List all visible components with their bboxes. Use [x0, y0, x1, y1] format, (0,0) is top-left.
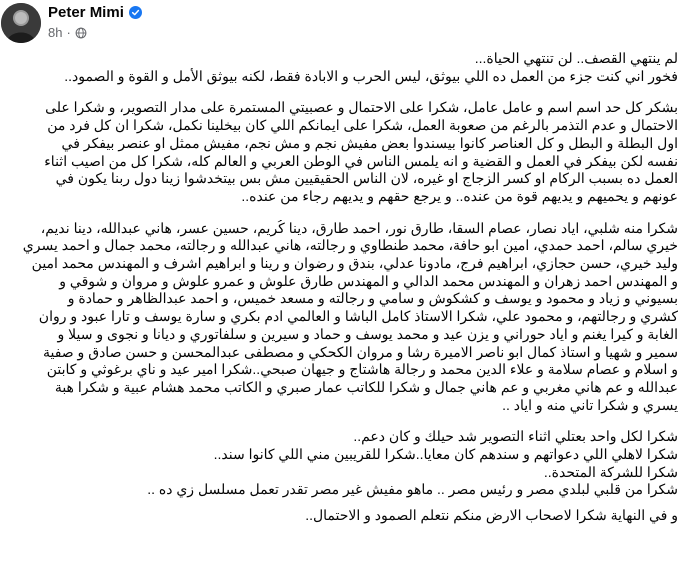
author-name-line [48, 4, 142, 21]
post-line: لم ينتهي القصف.. لن تنتهي الحياة... [474, 50, 678, 66]
post-paragraph-closing [0, 507, 678, 525]
post-line: خيري سالم، احمد حمدي، امين ابو حافة، محمد طنطاوي و رجالته، هاني عبدالله و رجالته، محمد جمال و احمد يسري [22, 237, 678, 254]
post-paragraph-thanks-support [0, 428, 678, 499]
post-line: و اسلام و عصام سلامة و علاء الدين محمد و رجالة هاشتاج و جيهان صبحي..شكرا امير عيد و ناي برغوثي و كابتن [46, 361, 678, 378]
globe-icon[interactable] [75, 27, 87, 39]
post-header [0, 0, 682, 48]
post-line: فخور اني كنت جزء من العمل ده اللي بيوثق، ليس الحرب و الابادة فقط، لكنه بيوثق الأمل و القوة و الصمود.. [64, 67, 678, 84]
post-line: وليد خيري، حسن حجازي، ابراهيم فرج، مادونا عدلي، بندق و رضوان و رينا و ابراهيم اشرف و المهندس محمد امين [31, 255, 678, 272]
post-line: شكرا من قلبي لبلدي مصر و رئيس مصر .. ماهو مفيش غير مصر تقدر تعمل مسلسل زي ده .. [147, 481, 678, 498]
post-line: نفسه لكن بيفكر في العمل و القضية و انه يلمس الناس في الوطن العربي و العالم كله، شكرا كل من اصيب اثناء [44, 152, 678, 169]
post-line: كشري و رجالتهم، و محمود علي، شكرا الاستاذ كامل الباشا و العالمي ادم بكري و سارة يوسف و تارا عبود و روان [38, 308, 678, 325]
post-line: شكرا لكل واحد بعتلي اثناء التصوير شد حيلك و كان دعم.. [353, 428, 678, 445]
post-time[interactable]: 8h [48, 25, 63, 40]
post-paragraph-thanks-names [0, 220, 678, 415]
post-line: شكرا منه شلبي، اياد نصار، عصام السقا، طارق نور، احمد طارق، دينا كُريم، حسين عسر، هاني عبدالله، دينا نديم، [40, 219, 678, 236]
author-name[interactable]: Peter Mimi [48, 4, 124, 21]
post-line: الاحتمال و عدم التذمر بالرغم من صعوبة العمل، شكرا على ايمانكم اللي كان بيخلينا نكمل، شكرا ان كل فرد من [47, 117, 678, 134]
verified-badge-icon [129, 6, 142, 19]
post-line: الغابة و كيرا يغنم و اياد حوراني و يزن عيد و محمد يوسف و حماد و سيرين و سلفاتوري و ديانا و نجوى و سيلا و [57, 325, 678, 342]
post-line: سمير و شهيا و استاذ كمال ابو ناصر الاميرة رشا و مروان الكحكي و مصطفى عبدالمحسن و حسن صادق و صفية [42, 343, 678, 360]
meta-separator: · [66, 25, 71, 40]
post-line: عونهم و يحميهم و يديهم قوة من عنده.. و يرجع حقهم و يديهم رجاء من عنده.. [241, 187, 678, 204]
post-paragraph-thanks-team [0, 99, 678, 205]
post-line: و في النهاية شكرا لاصحاب الارض منكم نتعلم الصمود و الاحتمال.. [305, 507, 678, 524]
post-line: بسيوني و زياد و محمود و يوسف و كشكوش و سامي و رجالته و مسعد خميس، و احمد عبدالظاهر و حمادة و [67, 290, 678, 307]
post-line: شكرا لاهلي اللي دعواتهم و سندهم كان معايا..شكرا للقريبين مني اللي كانوا سند.. [213, 446, 678, 463]
post-meta [48, 25, 87, 40]
post-line: و المهندس احمد زهران و المهندس محمد الدالي و المهندس طارق علوش و عمرو علوش و مروان و شوقي و [59, 272, 678, 289]
post-paragraph-intro [0, 50, 678, 85]
post-line: عبدالله و عم هاني مغربي و عم هاني جمال و شكرا للكاتب عمار صبري و الكاتب محمد هشام عبية و شكرا هبة [54, 378, 678, 395]
author-avatar[interactable] [1, 3, 41, 43]
post-line: يسري و شكرا تاني منه و اياد .. [502, 396, 678, 413]
post-line: شكرا للشركة المتحدة.. [543, 463, 678, 480]
post-line: بشكر كل حد اسم اسم و عامل عامل، شكرا على الاحتمال و عصبيتي المستمرة على مدار التصوير، و شكرا على [45, 99, 678, 116]
post-line: اول البطلة و البطل و كل العناصر كانوا بيسندوا بعض مفيش نجم و مش نجم، مفيش ممثل او عنصر بيفكر في [61, 134, 678, 151]
avatar-image [1, 3, 41, 43]
post-line: العمل ده بسبب الركام او كسر الزجاج او غيره، لان الناس الحقيقيين مش بس بيتخدشوا زينا دول ربنا يكون في [55, 170, 678, 187]
post-body [0, 50, 678, 539]
